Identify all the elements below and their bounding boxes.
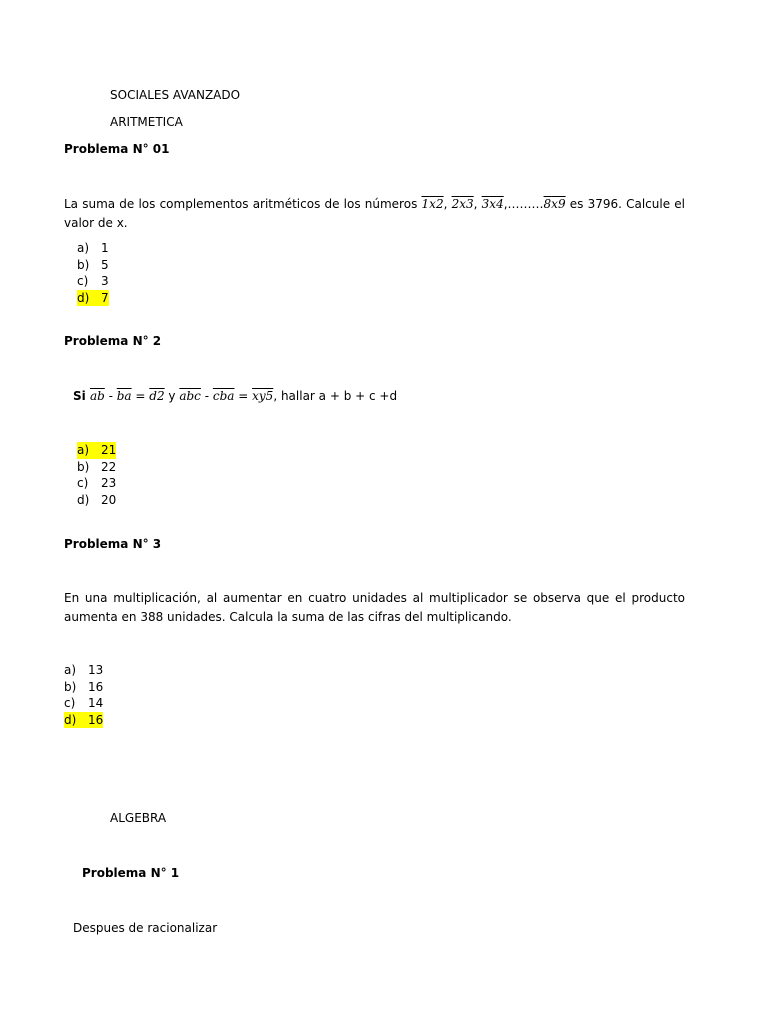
option-d[interactable] — [64, 712, 103, 729]
problem-1-statement — [64, 195, 685, 233]
problem-3-title: Problema N° 3 — [64, 537, 162, 551]
option-d[interactable] — [77, 290, 109, 307]
problem-2-statement — [73, 388, 397, 404]
option-value: 14 — [88, 696, 104, 710]
number-1x2 — [422, 197, 444, 211]
separator-ellipsis: ,……… — [503, 197, 544, 211]
expr-ab: $\overline{ab}$ — [89, 389, 105, 403]
expr-abc: $\overline{abc}$ — [179, 389, 201, 403]
option-b[interactable] — [64, 679, 103, 696]
option-c-wrap — [77, 273, 109, 290]
option-a-highlighted — [77, 442, 116, 459]
option-d-highlighted — [77, 290, 109, 307]
option-value: 1 — [101, 241, 109, 255]
option-c-wrap — [64, 695, 103, 712]
option-d[interactable] — [77, 492, 116, 509]
option-value: 23 — [101, 476, 117, 490]
problem-2-title: Problema N° 2 — [64, 334, 162, 348]
option-value: 20 — [101, 492, 117, 507]
option-letter: d) — [77, 290, 90, 305]
operator-minus: - — [200, 389, 213, 403]
number-digit: 2 — [435, 197, 444, 211]
option-b-wrap — [77, 459, 116, 476]
option-value: 3 — [101, 274, 109, 288]
operator-equals: = — [234, 389, 253, 403]
option-value: 7 — [101, 290, 109, 305]
option-value: 22 — [101, 459, 117, 474]
expr-ba: $\overline{ba}$ — [116, 389, 132, 403]
option-b[interactable] — [77, 459, 116, 476]
option-letter: d) — [77, 492, 90, 507]
subject-title-algebra: ALGEBRA — [110, 811, 167, 825]
option-b-wrap — [77, 257, 109, 274]
option-letter: d) — [64, 712, 77, 727]
number-digit: 3 — [466, 197, 474, 211]
number-digit: 9 — [557, 197, 566, 211]
option-value: 21 — [101, 443, 117, 457]
problem-3-statement: En una multiplicación, al aumentar en cuatro unidades al multiplicador se observa que el producto aumenta en 388 unidades. Calcula la suma de las cifras del multiplicando. — [64, 591, 685, 624]
option-letter: c) — [77, 476, 89, 490]
option-value: 5 — [101, 257, 109, 272]
number-digit: 4 — [496, 197, 504, 211]
algebra-problem-1-text: Despues de racionalizar — [73, 921, 218, 935]
option-letter: b) — [77, 459, 90, 474]
algebra-problem-1-title: Problema N° 1 — [82, 866, 180, 880]
option-a[interactable] — [64, 662, 103, 679]
problem-2-text-after: , hallar a + b + c +d — [273, 389, 398, 403]
option-letter: a) — [77, 443, 90, 457]
number-digit: x — [489, 197, 497, 211]
number-digit: 2 — [451, 197, 460, 211]
number-2x3 — [452, 197, 474, 211]
option-letter: a) — [64, 663, 77, 677]
option-c[interactable] — [77, 273, 109, 290]
option-c[interactable] — [77, 475, 116, 492]
problem-1-title: Problema N° 01 — [64, 142, 170, 156]
conjunction-y: y — [164, 389, 180, 403]
option-letter: c) — [64, 696, 76, 710]
number-3x4 — [482, 197, 504, 211]
option-letter: b) — [77, 257, 90, 272]
option-c[interactable] — [64, 695, 103, 712]
expr-cba: $\overline{cba}$ — [212, 389, 235, 403]
option-c-wrap — [77, 475, 116, 492]
operator-minus: - — [104, 389, 117, 403]
problem-3-options — [64, 662, 103, 728]
number-digit: 3 — [481, 197, 490, 211]
option-value: 16 — [88, 679, 104, 694]
subject-title-aritmetica: ARITMETICA — [110, 115, 183, 129]
option-a[interactable] — [77, 240, 109, 257]
option-value: 13 — [88, 663, 104, 677]
problem-1-options — [77, 240, 109, 306]
expr-d2: d2 — [149, 389, 165, 403]
number-8x9 — [544, 197, 566, 211]
option-a[interactable] — [77, 442, 116, 459]
option-b-wrap — [64, 679, 103, 696]
operator-equals: = — [131, 389, 150, 403]
option-d-wrap — [77, 492, 116, 509]
separator: , — [473, 197, 482, 211]
problem-2-si: Si — [73, 389, 90, 403]
number-digit: x — [429, 197, 436, 211]
option-letter: b) — [64, 679, 77, 694]
number-digit: x — [459, 197, 466, 211]
number-digit: x — [551, 197, 558, 211]
problem-2-options — [77, 442, 116, 508]
option-a-wrap — [77, 240, 109, 257]
course-title: SOCIALES AVANZADO — [110, 88, 241, 102]
problem-1-text-before: La suma de los complementos aritméticos de los números — [64, 197, 422, 211]
expr-xy5: xy5 — [252, 389, 274, 403]
option-letter: a) — [77, 241, 90, 255]
number-digit: 1 — [421, 197, 430, 211]
option-b[interactable] — [77, 257, 109, 274]
option-a-wrap — [64, 662, 103, 679]
number-digit: 8 — [543, 197, 552, 211]
option-letter: c) — [77, 274, 89, 288]
problem-1-text-after: es 3796. Calcule el valor de x. — [64, 197, 685, 230]
option-value: 16 — [88, 712, 104, 727]
separator: , — [443, 197, 452, 211]
option-d-highlighted — [64, 712, 103, 729]
